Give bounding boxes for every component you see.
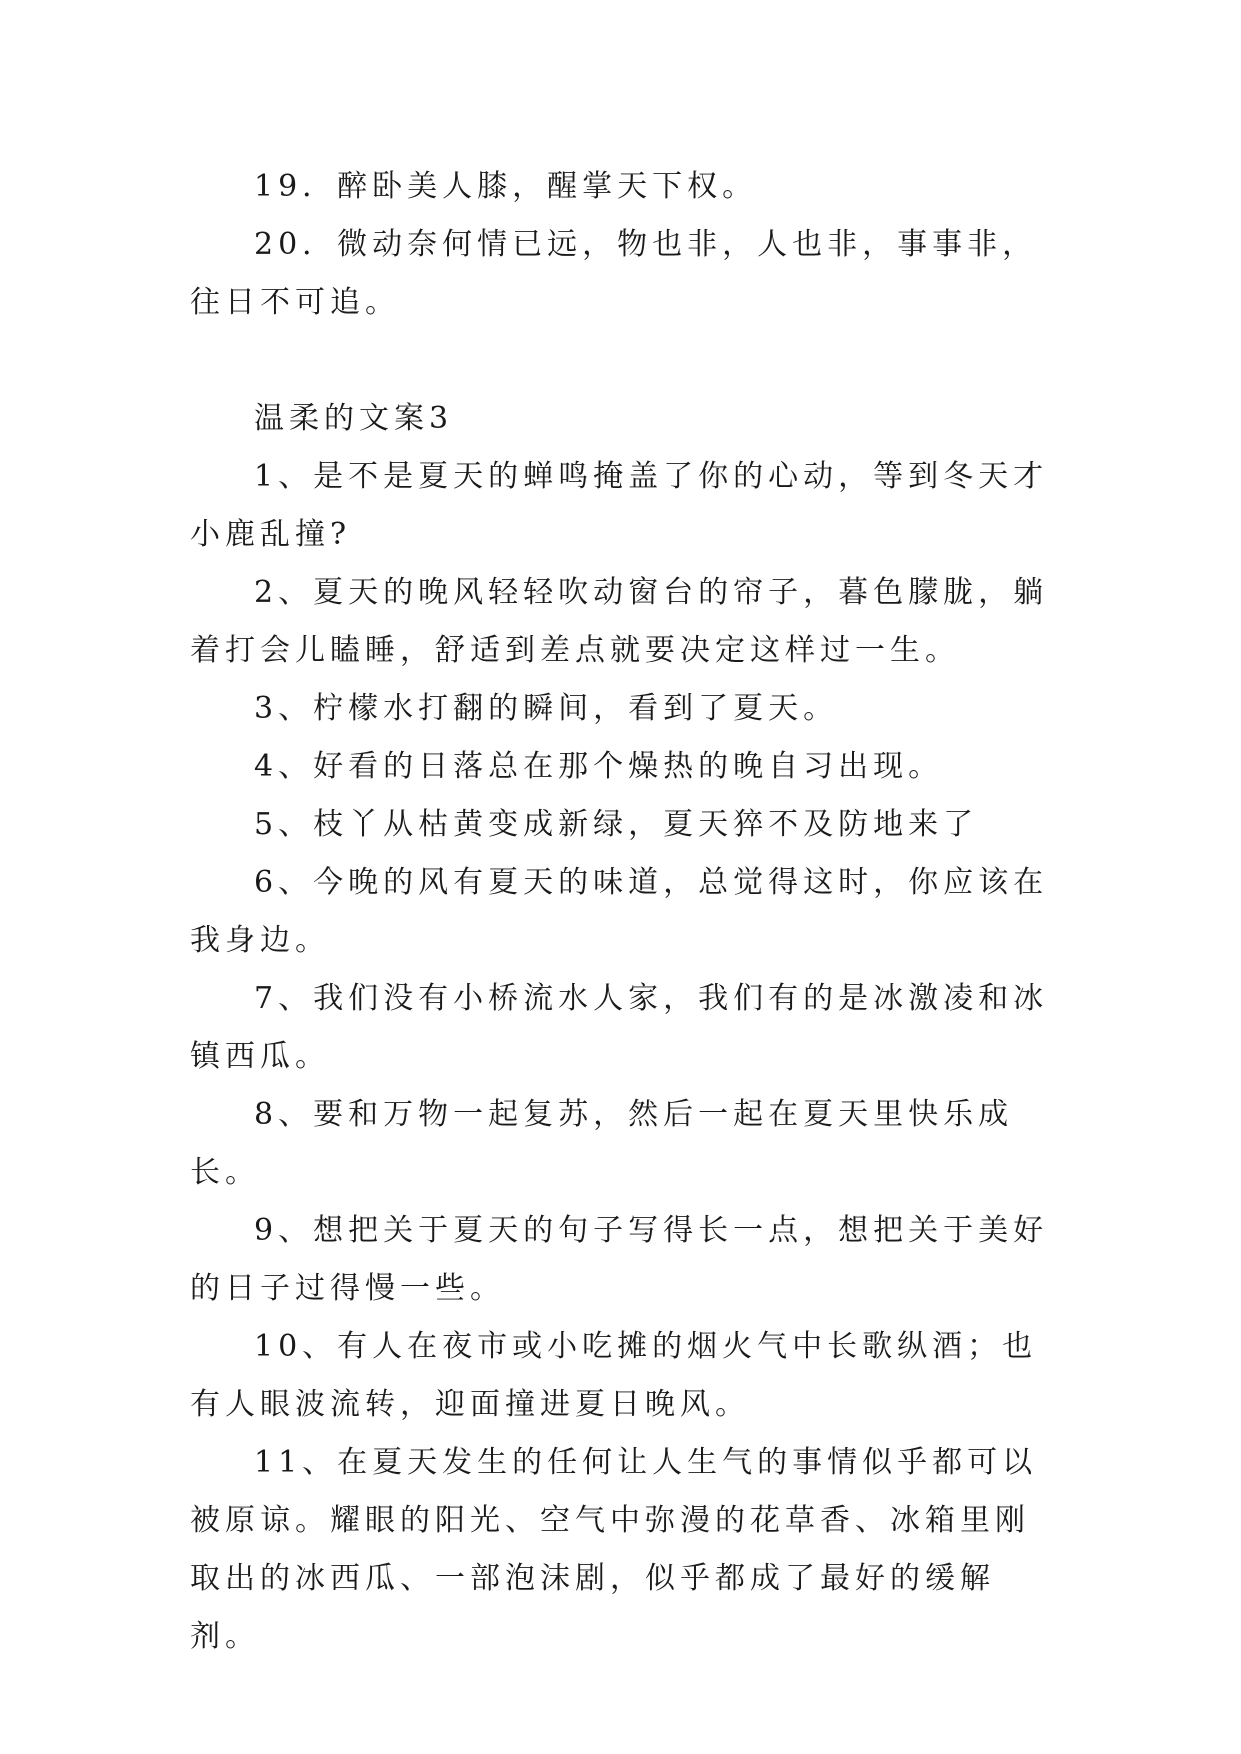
section-gap xyxy=(190,332,1060,390)
list-item: 6、今晚的风有夏天的味道，总觉得这时，你应该在我身边。 xyxy=(190,865,1049,958)
list-item: 7、我们没有小桥流水人家，我们有的是冰激凌和冰镇西瓜。 xyxy=(190,981,1049,1074)
list-item: 8、要和万物一起复苏，然后一起在夏天里快乐成长。 xyxy=(190,1097,1014,1190)
list-item: 5、枝丫从枯黄变成新绿，夏天猝不及防地来了 xyxy=(254,807,979,842)
list-item: 10、有人在夜市或小吃摊的烟火气中长歌纵酒；也有人眼波流转，迎面撞进夏日晚风。 xyxy=(190,1329,1038,1422)
list-item: 19．醉卧美人膝，醒掌天下权。 xyxy=(254,169,758,204)
document-page xyxy=(190,158,1060,1666)
section-title: 温柔的文案3 xyxy=(254,401,454,436)
list-item: 2、夏天的晚风轻轻吹动窗台的帘子，暮色朦胧，躺着打会儿瞌睡，舒适到差点就要决定这样过一生。 xyxy=(190,575,1049,668)
list-item: 11、在夏天发生的任何让人生气的事情似乎都可以被原谅。耀眼的阳光、空气中弥漫的花草香、冰箱里刚取出的冰西瓜、一部泡沫剧，似乎都成了最好的缓解剂。 xyxy=(190,1445,1038,1654)
list-item: 9、想把关于夏天的句子写得长一点，想把关于美好的日子过得慢一些。 xyxy=(190,1213,1049,1306)
list-item: 1、是不是夏天的蝉鸣掩盖了你的心动，等到冬天才小鹿乱撞? xyxy=(190,459,1049,552)
list-item: 3、柠檬水打翻的瞬间，看到了夏天。 xyxy=(254,691,839,726)
list-item: 20．微动奈何情已远，物也非，人也非，事事非，往日不可追。 xyxy=(190,227,1038,320)
list-item: 4、好看的日落总在那个燥热的晚自习出现。 xyxy=(254,749,944,784)
